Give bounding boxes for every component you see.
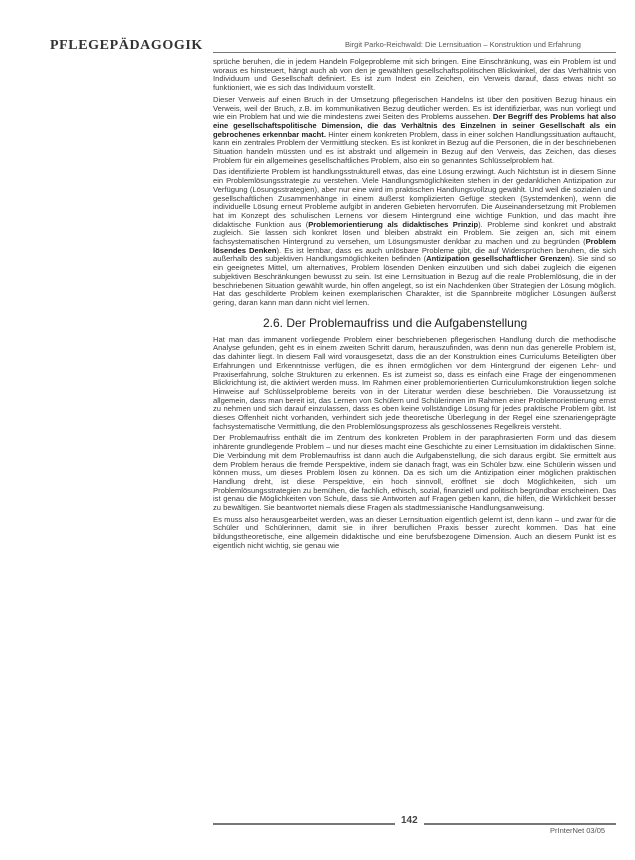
page-number: 142 [395, 815, 424, 826]
body-paragraph [213, 336, 616, 432]
journal-title: PFLEGEPÄDAGOGIK [50, 38, 203, 53]
paragraph-text: Es muss also herausgearbeitet werden, was an dieser Lernsituation eigentlich gelernt ist, denn kann – und zwar für die Schüler und Schülerinnen, damit sie in ihrer beruflichen Praxis besser zurecht kommen. Das hat eine bildungstheoretische, eine allgemein didaktische und eine berufsbezogene Dimension. Auch an diesem Punkt ist es eigentlich nicht wichtig, sie genau wie [213, 514, 616, 550]
emphasized-text: Problemorientierung als didaktisches Prinzip [308, 219, 479, 229]
paragraph-text: ). Probleme sind konkret und abstrakt zugleich. Sie lassen sich konkret lösen und bleiben abstrakt ein Problem. Sie zeigen an, sich mit einem fachsystematischen Hintergrund zu versehen, um Lösungsmuster denkbar zu machen und zu begründen ( [213, 219, 617, 247]
running-head: Birgit Parko-Reichwald: Die Lernsituation – Konstruktion und Erfahrung [345, 40, 581, 49]
paragraph-text: ). Sie sind so ein geeignetes Mittel, um alternatives, Problem lösenden Denken einzuüben und sich dabei zugleich die eigenen subjektiven Beschränkungen bewusst zu sein. Ist eine Lernsituation in Bezug auf die reale Problemlösung, die in der beschriebenen Situation gewählt wurde, hin offen angelegt, so ist ein Nachdenken über Strategien der Lösung möglich. Hat das geschilderte Problem keinen exemplarischen Charakter, ist die Spannbreite möglicher Lösungen äußerst gering, daran kann man dann nicht viel lernen. [213, 254, 616, 307]
body-paragraph [213, 434, 616, 512]
issue-reference: PrInterNet 03/05 [550, 826, 606, 835]
body-paragraph [213, 96, 616, 166]
paragraph-text: Hinter einem konkreten Problem, dass in einer solchen Handlungssituation auftaucht, kann ein zentrales Problem der Vermittlung stecken. Es ist konkret in Bezug auf die Personen, die in der beschriebenen Situation handeln müssten und es ist abstrakt und allgemein in Bezug auf den Verweis, das Zeichen, das dieses Problem für ein allgemeines gesellschaftliches Problem, also ein so genanntes Schlüsselproblem hat. [213, 129, 616, 165]
paragraph-text: Das identifizierte Problem ist handlungsstrukturell etwas, das eine Lösung erzwingt. Auch Nichtstun ist in diesem Sinne ein Problemlösungsstrategie zu verstehen. Viele Handlungsmöglichkeiten stehen in der gedanklichen Antizipation zur Verfügung (Lösungsstrategien), aber nur eine wird im praktischen Handlungsvollzug gewählt. Und weil die sozialen und gesellschaftlichen Zusammenhänge in einem äußerst komplizierten Gefüge stecken (Systemdenken), wenn die individuelle Lösung erneut Probleme aufgibt in anderen Gebieten hervorrufen. Die Auseinandersetzung mit Problemen hat im Konzept des schulischen Lernens vor diesem Hintergrund eine wichtige Funktion, und das macht ihre didaktische Funktion aus ( [213, 167, 616, 229]
paragraph-text: Hat man das immanent vorliegende Problem einer beschriebenen pflegerischen Handlung durch die methodische Analyse gefunden, geht es in einem zweiten Schritt darum, herauszufinden, was denn nun das generelle Problem ist, das dahinter liegt. In diesem Fall wird vorausgesetzt, dass die an der Konstruktion eines Curriculums Beteiligten über Erfahrungen und Erkenntnisse verfügen, die es ihnen ermöglichen vor dem Hintergrund der eigenen Lehr- und Praxiserfahrung, solche Strukturen zu erkennen. Es ist zumeist so, dass es einfach eine Frage der eingenommenen Blickrichtung ist, die aktiviert werden muss. Im Rahmen einer problemorientierten Curriculumkonstruktion liegen solche Hinweise auf Schlüsselprobleme bereits von in der Literatur werden diese beschrieben. Die Voraussetzung ist allgemein, dass man bereit ist, das Lernen von Schülern und Schülerinnen im Rahmen einer Problemorientierung ernst zu nehmen und sich darauf einzulassen, dass es oben keine vollständige Lösung für jedes praktische Problem gibt. Ist dieses Offenheit nicht vorhanden, verhindert sich jede theoretische Überlegung in der Regel eine szenariengeprägte fachsystematische Vermittlung, die den Problemlösungsprozess als geschlossenes Regelkreis versteht. [213, 334, 616, 431]
header-rule [213, 52, 616, 53]
paragraphs-before [213, 58, 616, 308]
emphasized-text: Der Begriff des Problems hat also eine gesellschaftspolitische Dimension, die das Verhältnis des Einzelnen in seiner Gesellschaft als ein gebrochenes erkennbar macht. [213, 112, 616, 139]
emphasized-text: Problem lösendes Denken [213, 237, 616, 255]
body-paragraph [213, 58, 616, 93]
paragraph-text: sprüche beruhen, die in jedem Handeln Folgeprobleme mit sich bringen. Eine Einschränkung, was ein Problem ist und woraus es hinsteuert, hängt auch ab von den je gewählten gesellschaftspolitischen Blickwinkel, der das Verhältnis von Individuum und Gesellschaft definiert. Es ist zum Indest ein Zeichen, ein Verweis darauf, dass etwas nicht so funktioniert, wie es sich das Individuum vorstellt. [213, 57, 616, 93]
body-column [213, 58, 616, 554]
paragraphs-after [213, 336, 616, 551]
paragraph-text: Dieser Verweis auf einen Bruch in der Umsetzung pflegerischen Handelns ist über den positiven Bezug hinaus ein Verweis, weil der Bruch, z.B. im kommunikativen Bezug deutlicher werden. Es ist identifizierbar, was nun vorliegt und wie ein Problem hat und wie die mindestens zwei Seiten des Problems aussehen. [213, 94, 616, 122]
paragraph-text: ). Es ist lernbar, dass es auch unlösbare Probleme gibt, die auf Widersprüchen beruhen, die sich außerhalb des subjektiven Handlungsmöglichkeiten befinden ( [213, 245, 616, 264]
emphasized-text: Antizipation gesellschaftlicher Grenzen [426, 254, 570, 264]
body-paragraph [213, 516, 616, 551]
paragraph-text: Der Problemaufriss enthält die im Zentrum des konkreten Problem in der paraphrasierten Form und das diesem inhärente grundlegende Problem – und nur dieses macht eine Geschichte zu einer Lernsituation im didaktischen Sinne. Die Verbindung mit dem Problemaufriss ist dann auch die Aufgabenstellung, die sich daraus ergibt. Sie ermittelt aus dem Problem heraus die fremde Perspektive, indem sie danach fragt, was ein Schüler bzw. eine Schülerin wissen und können muss, um dieses Problem lösen zu können. Da es sich um die Antizipation einer möglichen praktischen Handlung dreht, ist diese Perspektive, ein hoch sinnvoll, eröffnet sie doch Möglichkeiten, sich um Problemlösungsstrategien zu bemühen, die fachlich, ethisch, sozial, finanziell und politisch begründbar erscheinen. Das ist genau die Möglichkeiten von Schule, dass sie Antworten auf Fragen geben kann, die hilfen, die Wirklichkeit besser zu bewältigen. Sie beantwortet niemals diese Fragen als stadtmessianische Handlungsanweisung. [213, 433, 616, 513]
body-paragraph [213, 168, 616, 307]
section-heading: 2.6. Der Problemaufriss und die Aufgabenstellung [263, 315, 528, 330]
